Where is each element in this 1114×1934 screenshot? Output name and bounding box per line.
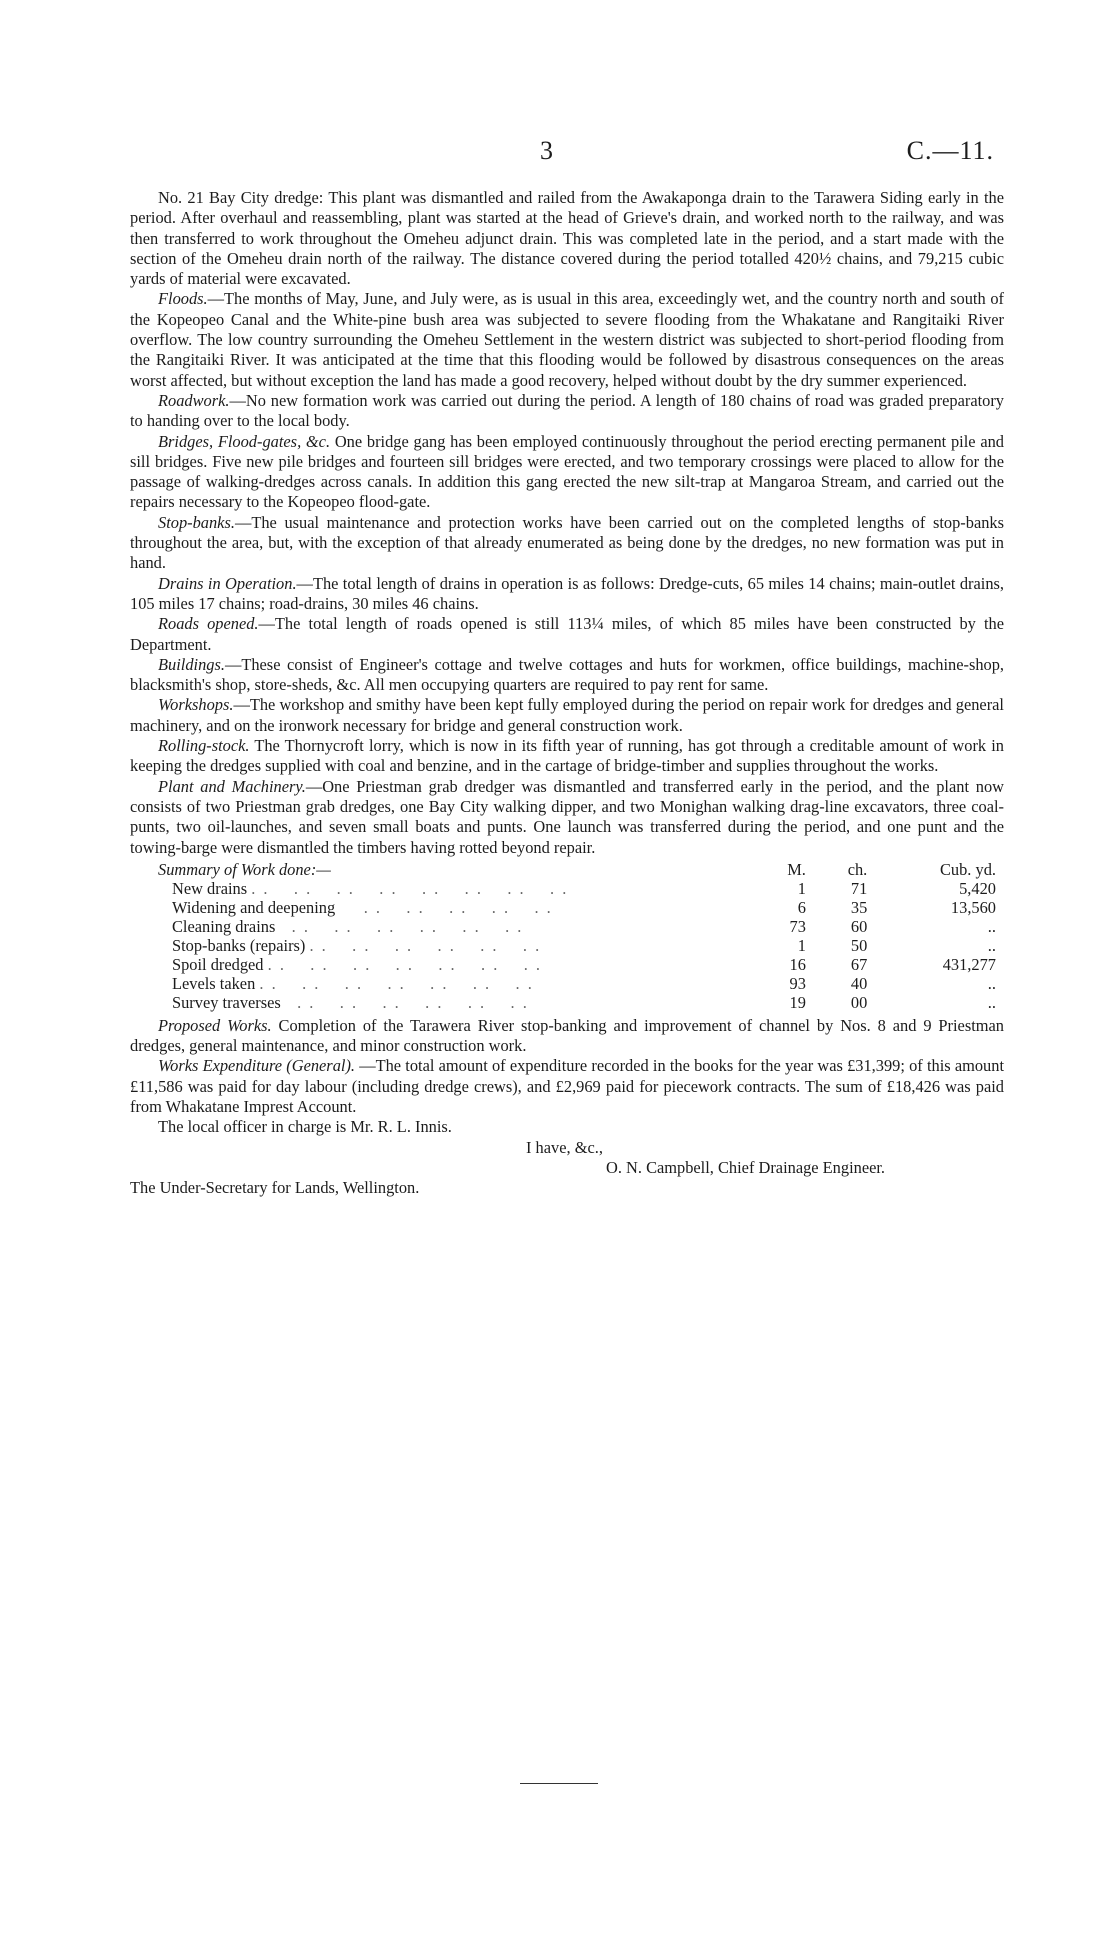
column-header-cubic-yards: Cub. yd. [939,859,996,879]
plant-heading: Plant and Machinery. [158,776,306,796]
roads-heading: Roads opened. [158,614,259,634]
officer-paragraph: The local officer in charge is Mr. R. L. Innis. [158,1117,452,1137]
buildings-paragraph [130,655,1004,696]
leader-dots: . . . . . . . . . . . . . . [267,954,543,974]
row-cubic-yards: 431,277 [942,954,996,974]
row-chains: 67 [850,954,868,974]
proposed-works-heading: Proposed Works. [158,1015,272,1035]
row-chains: 40 [850,973,868,993]
row-label: Stop-banks (repairs) [172,935,306,955]
expenditure-text: —The total amount of expenditure recorded in the books for the year was £31,399; of this amount £11,586 was paid for day labour (including dredge crews), and £2,969 paid for piecework contracts. The sum of £18,426 was paid from Whakatane Imprest Account. [130,1056,1004,1116]
roads-text: —The total length of roads opened is still 113¼ miles, of which 85 miles have been constructed by the Department. [130,614,1004,654]
rolling-stock-paragraph [130,736,1004,777]
row-miles: 1 [797,935,806,955]
floods-paragraph [130,289,1004,390]
row-miles: 16 [789,954,806,974]
row-chains: 00 [850,992,868,1012]
row-miles: 1 [797,878,806,898]
row-chains: 60 [850,916,868,936]
row-label: Survey traverses [172,992,281,1012]
row-miles: 93 [789,973,806,993]
workshops-text: —The workshop and smithy have been kept fully employed during the period on repair work for dredges and general machinery, and on the ironwork necessary for bridge and general construction work. [130,695,1004,735]
table-row [130,993,1004,1012]
roadwork-paragraph [130,391,1004,432]
row-cubic-yards: .. [987,935,996,955]
expenditure-paragraph [130,1056,1004,1117]
table-row [130,936,1004,955]
row-label: Cleaning drains [172,916,276,936]
leader-dots: . . . . . . . . . . [339,897,553,917]
leader-dots: . . . . . . . . . . . . . . [259,973,534,993]
closing-salutation: I have, &c., [526,1137,603,1157]
document-series: C.—11. [906,136,994,165]
stopbanks-text: —The usual maintenance and protection works have been carried out on the completed lengths of stop-banks throughout the area, but, with the exception of that already enumerated as being done by the dredges, no new formation was put in hand. [130,512,1004,573]
table-row [130,917,1004,936]
expenditure-heading: Works Expenditure (General). [158,1056,355,1076]
table-row [130,955,1004,974]
summary-header-row [130,860,1004,879]
page-number: 3 [540,136,553,165]
row-label: New drains [172,878,248,898]
bridges-heading: Bridges, Flood-gates, &c. [158,431,331,451]
proposed-works-text: Completion of the Tarawera River stop-banking and improvement of channel by Nos. 8 and 9 Priestman dredges, general maintenance, and minor construction work. [130,1015,1004,1056]
roads-paragraph [130,614,1004,655]
proposed-works-paragraph [130,1016,1004,1057]
plant-paragraph [130,777,1004,858]
rolling-stock-text: The Thornycroft lorry, which is now in its fifth year of running, has got through a creditable amount of work in keeping the dredges supplied with coal and benzine, and in the cartage of bridge-timber and supplies throughout the works. [130,736,1004,776]
leader-dots: . . . . . . . . . . . . . . . . [251,878,569,898]
roadwork-text: —No new formation work was carried out during the period. A length of 180 chains of road was graded preparatory to handing over to the local body. [130,390,1004,431]
leader-dots: . . . . . . . . . . . . [279,916,524,936]
row-miles: 6 [797,897,806,917]
column-header-miles: M. [787,859,806,879]
row-miles: 19 [789,992,806,1012]
row-cubic-yards: .. [987,973,996,993]
row-label: Spoil dredged [172,954,264,974]
bridges-text: One bridge gang has been employed continuously throughout the period erecting permanent pile and sill bridges. Five new pile bridges and fourteen sill bridges were erected, and two temporary crossings were placed to allow for the passage of walking-dredges across canals. In addition this gang erected the new silt-trap at Mangaroa Stream, and carried out the repairs necessary to the Kopeopeo flood-gate. [130,431,1004,512]
leader-dots: . . . . . . . . . . . . [284,992,529,1012]
leader-dots: . . . . . . . . . . . . [309,935,542,955]
buildings-heading: Buildings. [158,654,225,674]
floods-heading: Floods. [158,289,208,309]
row-label: Levels taken [172,973,256,993]
row-label: Widening and deepening [172,897,336,917]
rolling-stock-heading: Rolling-stock. [158,736,250,756]
summary-heading: Summary of Work done:— [158,859,331,879]
document-body [130,188,1004,1198]
table-row [130,879,1004,898]
buildings-text: —These consist of Engineer's cottage and twelve cottages and huts for workmen, office buildings, machine-shop, blacksmith's shop, store-sheds, &c. All men occupying quarters are required to pay rent for same. [130,654,1004,695]
row-cubic-yards: 13,560 [950,897,996,917]
bridges-paragraph [130,432,1004,513]
row-chains: 50 [850,935,868,955]
end-rule [520,1783,598,1784]
roadwork-heading: Roadwork. [158,390,230,410]
row-chains: 35 [850,897,868,917]
work-summary-table [130,860,1004,1012]
floods-text: —The months of May, June, and July were, as is usual in this area, exceedingly wet, and the country north and south of the Kopeopeo Canal and the White-pine bush area was subjected to severe flooding from the Whakatane and Rangitaiki River overflow. The low country surrounding the Omeheu Settlement in the western district was subjected to short-period flooding from the Rangitaiki River. It was anticipated at the time that this flooding would be followed by disastrous consequences on the areas worst affected, but without exception the land has made a good recovery, helped without doubt by the dry summer experienced. [130,289,1004,390]
stopbanks-paragraph [130,513,1004,574]
workshops-heading: Workshops. [158,695,234,715]
table-row [130,974,1004,993]
drains-paragraph [130,574,1004,615]
plant-text: —One Priestman grab dredger was dismantled and transferred early in the period, and the plant now consists of two Priestman grab dredges, one Bay City walking dipper, and two Monighan walking drag-line excavators, three coal-punts, two oil-launches, and seven small boats and punts. One launch was transferred during the period, and one punt and the towing-barge were dismantled the timbers having rotted beyond repair. [130,776,1004,857]
addressee: The Under-Secretary for Lands, Wellington. [130,1178,420,1198]
signature: O. N. Campbell, Chief Drainage Engineer. [606,1157,886,1177]
stopbanks-heading: Stop-banks. [158,512,235,532]
row-chains: 71 [850,878,868,898]
drains-text: —The total length of drains in operation is as follows: Dredge-cuts, 65 miles 14 chains; main-outlet drains, 105 miles 17 chains; road-drains, 30 miles 46 chains. [130,573,1004,613]
row-cubic-yards: 5,420 [959,878,996,898]
row-cubic-yards: .. [987,992,996,1012]
drains-heading: Drains in Operation. [158,573,297,593]
dredge-paragraph: No. 21 Bay City dredge: This plant was dismantled and railed from the Awakaponga drain to the Tarawera Siding early in the period. After overhaul and reassembling, plant was started at the head of Grieve's drain, and worked north to the railway, and was then transferred to work throughout the Omeheu adjunct drain. This was completed late in the period, and a start made with the section of the Omeheu drain north of the railway. The distance covered during the period totalled 420½ chains, and 79,215 cubic yards of material were excavated. [130,188,1004,289]
row-cubic-yards: .. [987,916,996,936]
workshops-paragraph [130,695,1004,736]
column-header-chains: ch. [847,859,868,879]
row-miles: 73 [789,916,806,936]
table-row [130,898,1004,917]
